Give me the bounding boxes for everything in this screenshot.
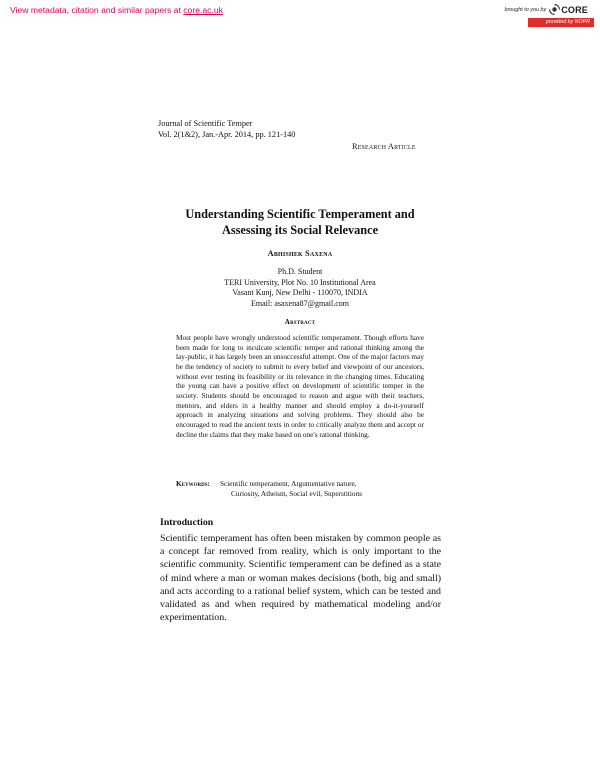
brought-to-you-by[interactable]: [505, 4, 588, 15]
core-ac-uk-link[interactable]: core.ac.uk: [183, 5, 223, 15]
core-banner: [0, 0, 600, 30]
author-name: Abhishek Saxena: [267, 249, 333, 258]
journal-volume: Vol. 2(1&2), Jan.-Apr. 2014, pp. 121-140: [158, 130, 296, 139]
affiliation-line: Vasant Kunj, New Delhi - 110070, INDIA: [232, 288, 368, 297]
core-logo[interactable]: [549, 4, 588, 15]
journal-name: Journal of Scientific Temper: [158, 119, 253, 128]
keywords-block: [176, 479, 424, 498]
author-email: Email: asaxena87@gmail.com: [250, 298, 349, 308]
keywords-label: Keywords:: [176, 479, 210, 488]
metadata-link-text[interactable]: View metadata, citation and similar papers at: [10, 5, 184, 15]
brought-by-text: brought to you by: [504, 6, 547, 13]
article-type: Research Article: [352, 142, 416, 151]
title-line: Understanding Scientific Temperament and: [185, 207, 415, 221]
introduction-text: Scientific temperament has often been mistaken by common people as a concept far removed from reality, which is only important to the scientific community. Scientific temperament can be defined as a state of mind where a man or woman makes decisions (both, big and small) and acts according to a rational belief system, which can be tested and validated as and when required by mathematical modeling and/or experimentation.: [160, 533, 441, 624]
affiliation-line: TERI University, Plot No. 10 Institutional Area: [224, 277, 376, 287]
abstract-text: Most people have wrongly understood scientific temperament. Though efforts have been made for long to inculcate scientific temper and rational thinking among the lay-public, it has largely been an unsuccessful attempt. One of the major factors may be the tendency of society to submit to every belief and viewpoint of our ancestors, without ever testing its feasibility or its relevance in the changing times. Educating the young can have a positive effect on development of scientific temper in the society. Students should be encouraged to reason and argue with their teachers, mentors, and elders in a healthy manner and should employ a do-it-yourself approach in analyzing situations and solving problems. They should also be encouraged to read the ancient texts in order to critically analyze them and accept or decline the claims that they make based on one's rational thinking.: [176, 333, 424, 439]
journal-info: [158, 118, 295, 140]
author-affiliation: [150, 267, 450, 309]
keywords-line-2: Curiosity, Atheism, Social evil, Superstitions: [231, 488, 363, 498]
core-logo-icon: [549, 4, 560, 15]
paper-title: [150, 207, 450, 238]
provided-by-bar: provided by NOPR: [528, 18, 594, 27]
introduction-heading: Introduction: [160, 517, 214, 528]
abstract-heading: Abstract: [284, 318, 316, 326]
affiliation-line: Ph.D. Student: [277, 267, 323, 276]
keywords-line-1: Scientific temperament, Argumentative nature,: [219, 479, 357, 488]
title-line: Assessing its Social Relevance: [221, 222, 379, 237]
core-label: CORE: [561, 4, 588, 15]
metadata-link[interactable]: [10, 5, 223, 15]
